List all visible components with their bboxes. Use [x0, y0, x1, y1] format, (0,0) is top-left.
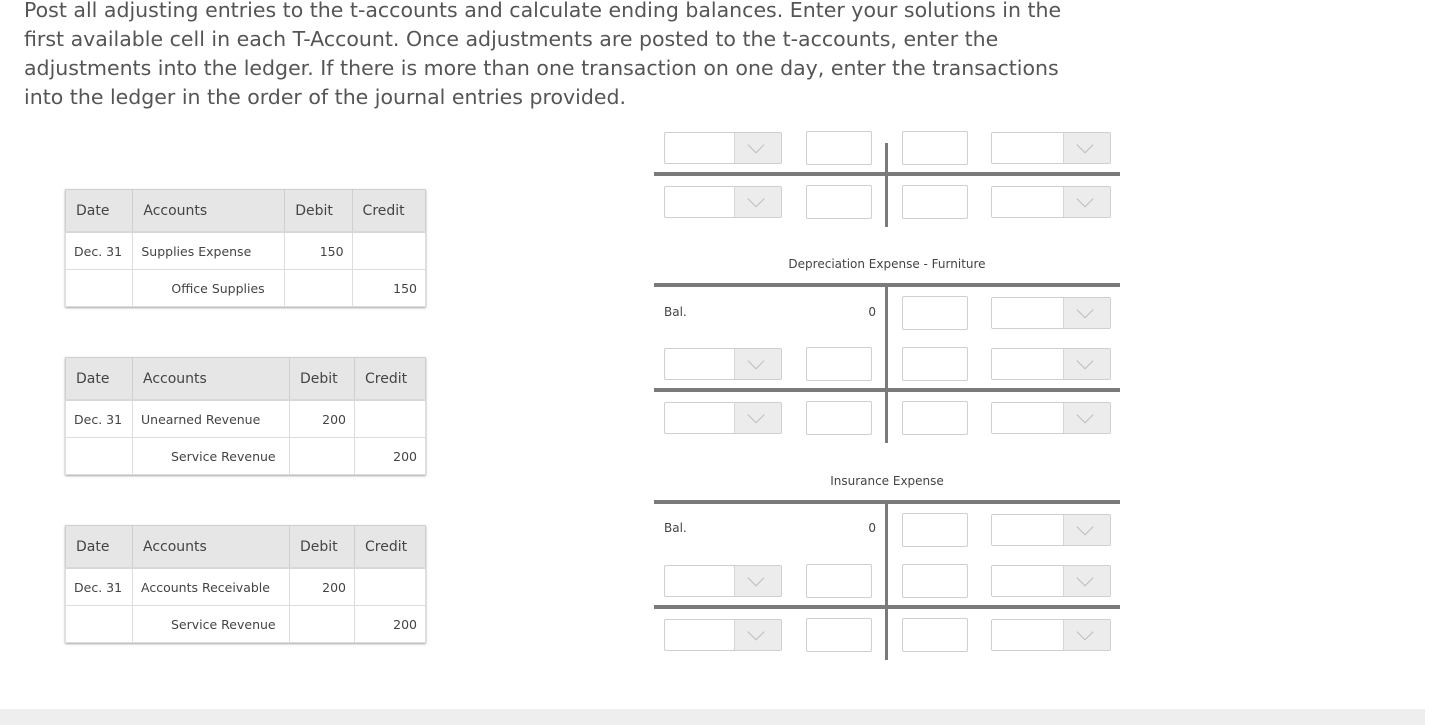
- credit-label-dropdown[interactable]: [991, 348, 1111, 380]
- t-account-total-line: [654, 388, 1120, 392]
- chevron-down-icon: [734, 566, 781, 596]
- credit-label-dropdown[interactable]: [991, 619, 1111, 651]
- balance-value: 0: [868, 521, 876, 535]
- credit-account: Service Revenue: [133, 606, 290, 643]
- debit-amount-input[interactable]: [806, 347, 872, 381]
- debit-amount-input[interactable]: [806, 401, 872, 435]
- entry-date: Dec. 31: [66, 232, 133, 270]
- t-account-vertical-line: [885, 143, 888, 227]
- col-header-date: Date: [66, 358, 133, 401]
- debit-amount-input[interactable]: [806, 131, 872, 165]
- debit-amount-input[interactable]: [806, 185, 872, 219]
- table-row: [66, 232, 426, 270]
- credit-amount-input[interactable]: [902, 185, 968, 219]
- entry-date: Dec. 31: [66, 400, 133, 438]
- balance-label: Bal.: [664, 521, 687, 535]
- chevron-down-icon: [1063, 349, 1110, 379]
- debit-amount-empty: [285, 270, 352, 307]
- entry-date: Dec. 31: [66, 568, 133, 606]
- credit-amount: 150: [352, 270, 425, 307]
- col-header-credit: Credit: [355, 358, 426, 401]
- entry-date-empty: [66, 270, 133, 307]
- debit-account: Supplies Expense: [133, 232, 285, 270]
- col-header-accounts: Accounts: [133, 526, 290, 569]
- credit-label-dropdown[interactable]: [991, 132, 1111, 164]
- debit-amount-empty: [290, 606, 355, 643]
- debit-account: Unearned Revenue: [133, 400, 290, 438]
- t-account-title: Insurance Expense: [830, 474, 944, 488]
- t-account-vertical-line: [885, 285, 888, 443]
- debit-label-dropdown[interactable]: [664, 565, 782, 597]
- chevron-down-icon: [1063, 566, 1110, 596]
- credit-account: Service Revenue: [133, 438, 290, 475]
- debit-amount-input[interactable]: [806, 564, 872, 598]
- table-row: [66, 438, 426, 475]
- t-account-vertical-line: [885, 502, 888, 660]
- col-header-date: Date: [66, 190, 133, 233]
- col-header-credit: Credit: [355, 526, 426, 569]
- table-row: [66, 270, 426, 307]
- debit-label-dropdown[interactable]: [664, 132, 782, 164]
- journal-entry-table: [65, 525, 426, 643]
- chevron-down-icon: [1063, 515, 1110, 545]
- journal-entry-table: [65, 357, 426, 475]
- credit-label-dropdown[interactable]: [991, 514, 1111, 546]
- chevron-down-icon: [1063, 403, 1110, 433]
- col-header-debit: Debit: [285, 190, 352, 233]
- table-row: [66, 606, 426, 643]
- debit-account: Accounts Receivable: [133, 568, 290, 606]
- credit-account: Office Supplies: [133, 270, 285, 307]
- debit-label-dropdown[interactable]: [664, 186, 782, 218]
- chevron-down-icon: [734, 187, 781, 217]
- t-account-total-line: [654, 605, 1120, 609]
- credit-amount-input[interactable]: [902, 513, 968, 547]
- chevron-down-icon: [734, 403, 781, 433]
- footer-bar: [0, 709, 1425, 725]
- credit-amount-empty: [355, 400, 426, 438]
- balance-label: Bal.: [664, 305, 687, 319]
- debit-label-dropdown[interactable]: [664, 619, 782, 651]
- credit-amount: 200: [355, 438, 426, 475]
- debit-amount: 150: [285, 232, 352, 270]
- table-row: [66, 400, 426, 438]
- col-header-accounts: Accounts: [133, 190, 285, 233]
- credit-amount-empty: [352, 232, 425, 270]
- credit-label-dropdown[interactable]: [991, 297, 1111, 329]
- debit-label-dropdown[interactable]: [664, 348, 782, 380]
- chevron-down-icon: [1063, 620, 1110, 650]
- chevron-down-icon: [1063, 187, 1110, 217]
- t-account-total-line: [654, 172, 1120, 176]
- credit-amount-input[interactable]: [902, 347, 968, 381]
- credit-amount-input[interactable]: [902, 564, 968, 598]
- credit-amount: 200: [355, 606, 426, 643]
- credit-amount-input[interactable]: [902, 401, 968, 435]
- credit-amount-input[interactable]: [902, 296, 968, 330]
- table-row: [66, 568, 426, 606]
- chevron-down-icon: [1063, 298, 1110, 328]
- credit-amount-empty: [355, 568, 426, 606]
- credit-label-dropdown[interactable]: [991, 402, 1111, 434]
- chevron-down-icon: [734, 133, 781, 163]
- col-header-date: Date: [66, 526, 133, 569]
- chevron-down-icon: [734, 349, 781, 379]
- instructions-text: Post all adjusting entries to the t-accounts and calculate ending balances. Enter your solutions in the first available cell in each T-Account. Once adjustments are posted to the t-accounts, enter the adjustments into the ledger. If there is more than one transaction on one day, enter the transactions into the ledger in the order of the journal entries provided.: [24, 0, 1062, 109]
- credit-label-dropdown[interactable]: [991, 186, 1111, 218]
- debit-amount-input[interactable]: [806, 618, 872, 652]
- chevron-down-icon: [1063, 133, 1110, 163]
- col-header-credit: Credit: [352, 190, 425, 233]
- debit-amount: 200: [290, 400, 355, 438]
- chevron-down-icon: [734, 620, 781, 650]
- credit-label-dropdown[interactable]: [991, 565, 1111, 597]
- debit-label-dropdown[interactable]: [664, 402, 782, 434]
- t-account-title: Depreciation Expense - Furniture: [788, 257, 986, 271]
- journal-entry-table: [65, 189, 426, 307]
- balance-value: 0: [868, 305, 876, 319]
- credit-amount-input[interactable]: [902, 618, 968, 652]
- col-header-accounts: Accounts: [133, 358, 290, 401]
- debit-amount: 200: [290, 568, 355, 606]
- col-header-debit: Debit: [290, 526, 355, 569]
- credit-amount-input[interactable]: [902, 131, 968, 165]
- debit-amount-empty: [290, 438, 355, 475]
- entry-date-empty: [66, 606, 133, 643]
- entry-date-empty: [66, 438, 133, 475]
- col-header-debit: Debit: [290, 358, 355, 401]
